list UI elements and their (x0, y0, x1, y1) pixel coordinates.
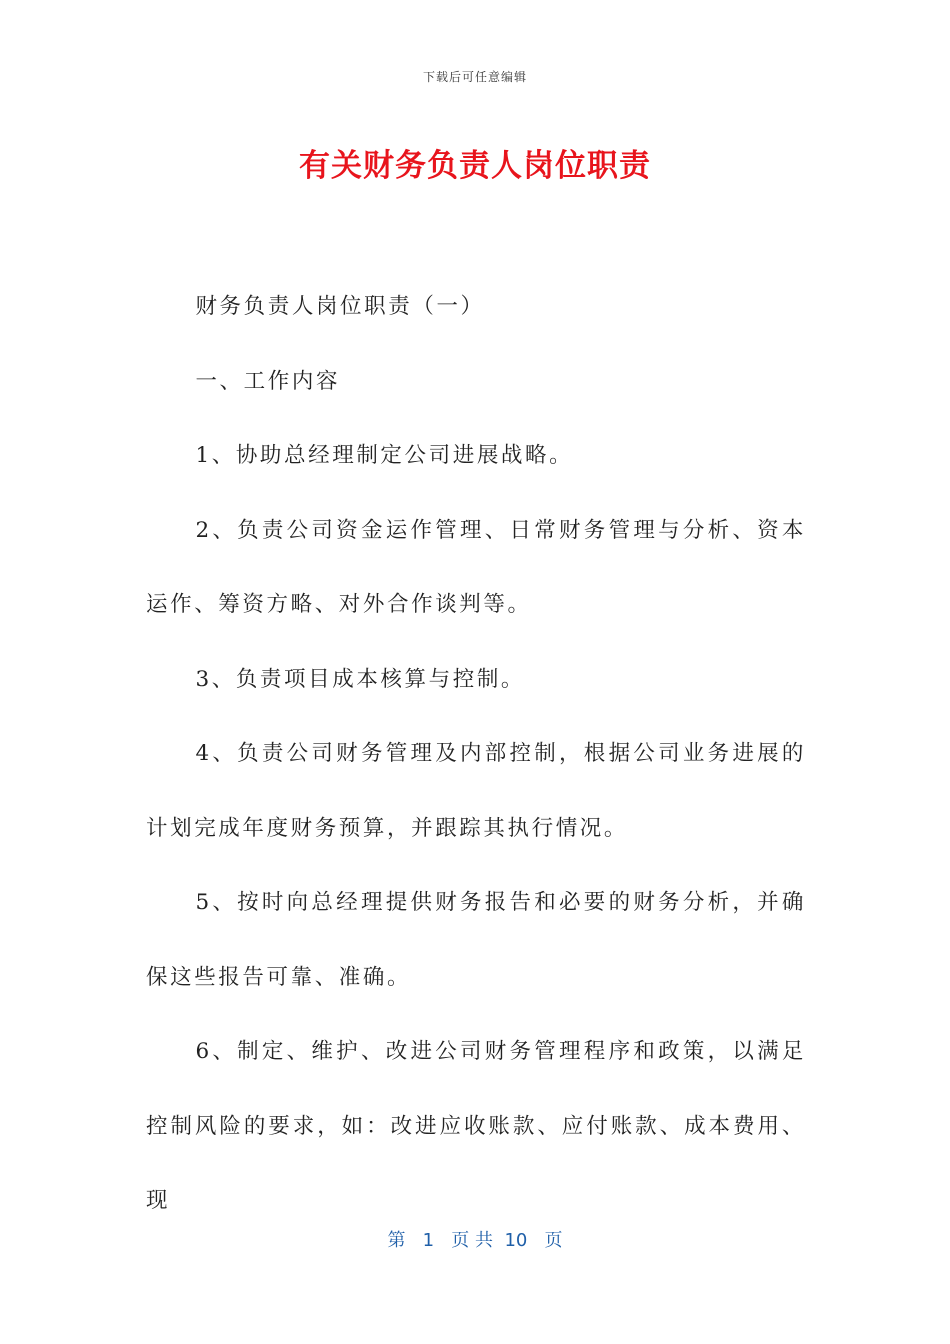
paragraph-item-4: 4、负责公司财务管理及内部控制，根据公司业务进展的计划完成年度财务预算，并跟踪其执行情况。 (146, 741, 806, 841)
paragraph-item-1: 1、协助总经理制定公司进展战略。 (195, 443, 574, 468)
header-note: 下载后可任意编辑 (422, 70, 527, 84)
paragraph-section-heading: 财务负责人岗位职责（一） (195, 294, 485, 319)
paragraph-item-6: 6、制定、维护、改进公司财务管理程序和政策，以满足控制风险的要求，如：改进应收账款、应付账款、成本费用、现 (146, 1039, 806, 1213)
paragraph-item-2: 2、负责公司资金运作管理、日常财务管理与分析、资本运作、筹资方略、对外合作谈判等。 (146, 517, 806, 617)
footer-prefix: 第 (387, 1230, 406, 1251)
document-body (146, 270, 806, 1239)
page-footer (0, 1226, 950, 1252)
footer-current-page: 1 (422, 1230, 435, 1251)
footer-total-pages: 10 (504, 1230, 528, 1251)
document-title: 有关财务负责人岗位职责 (299, 148, 651, 184)
paragraph-subheading: 一、工作内容 (195, 368, 341, 394)
footer-suffix: 页 (544, 1230, 563, 1251)
paragraph-item-3: 3、负责项目成本核算与控制。 (195, 666, 526, 692)
footer-middle: 页 共 (451, 1230, 493, 1251)
paragraph-item-5: 5、按时向总经理提供财务报告和必要的财务分析，并确保这些报告可靠、准确。 (146, 890, 806, 990)
